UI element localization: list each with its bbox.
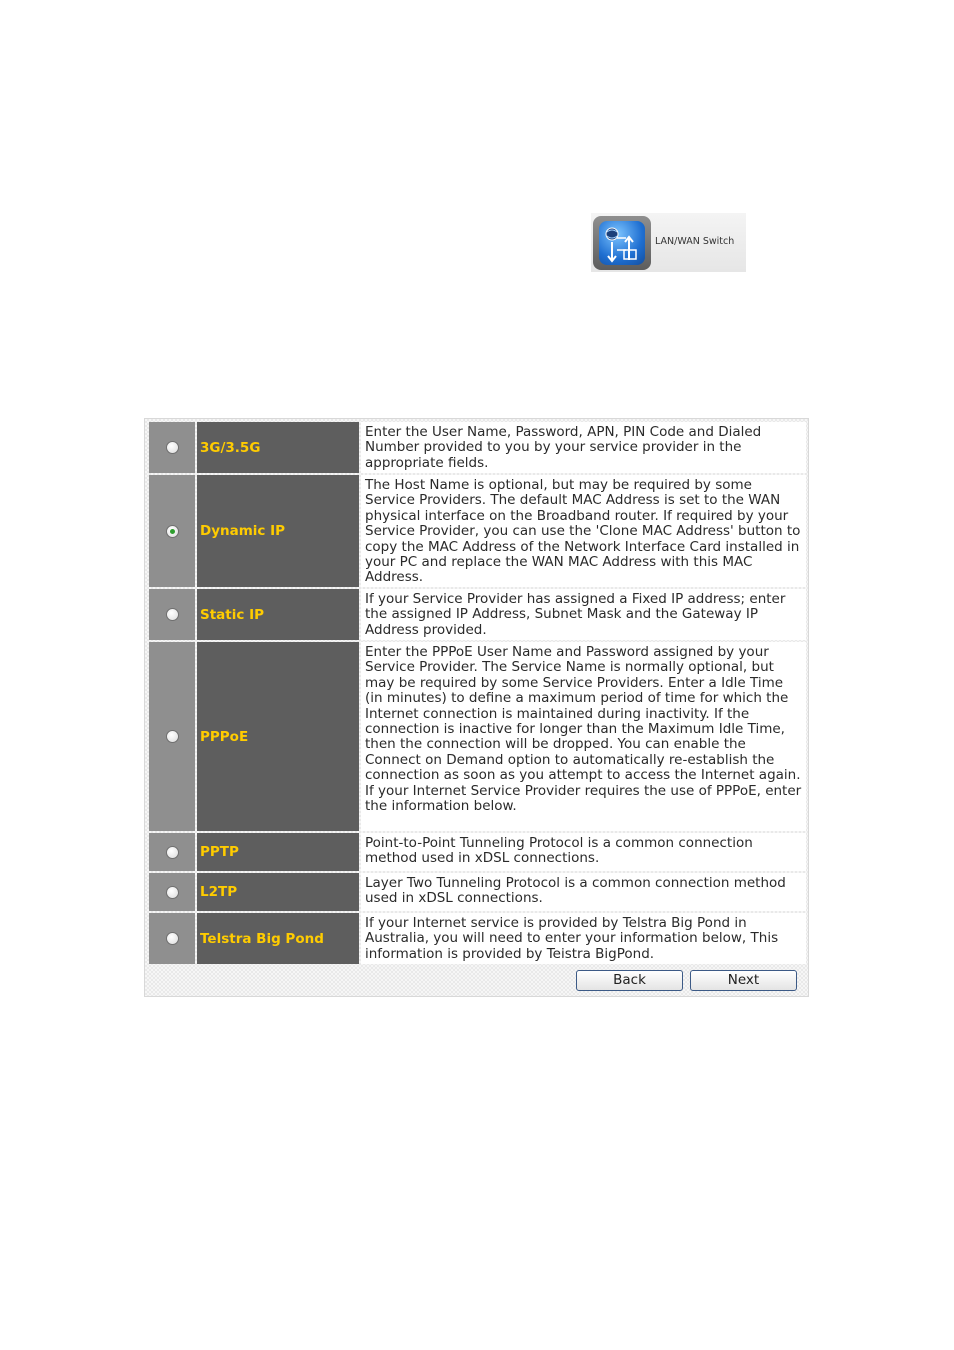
option-label-telstra-big-pond: Telstra Big Pond [200, 930, 324, 947]
option-row-telstra-big-pond [149, 913, 806, 964]
radio-3g[interactable] [166, 441, 179, 454]
option-row-static-ip [149, 589, 806, 640]
description-text: Enter the User Name, Password, APN, PIN Code and Dialed Number provided to you by your service provider in the appropriate fields. [365, 424, 762, 471]
radio-static-ip[interactable] [166, 608, 179, 621]
option-row-pptp [149, 833, 806, 871]
description-text: Enter the PPPoE User Name and Password assigned by your Service Provider. The Service Name is normally optional, but may be required by some Service Providers. Enter a Idle Time (in minutes) to define a maximum period of time for which the Internet connection is maintained during inactivity. If the connection is inactive for longer than the Maximum Idle Time, then the connection will be dropped. You can enable the Connect on Demand option to automatically re-establish the connection as soon as you attempt to access the Internet again. [365, 644, 801, 784]
description-text: Layer Two Tunneling Protocol is a common connection method used in xDSL connections. [365, 875, 786, 907]
description-extra-text: If your Internet Service Provider requires the use of PPPoE, enter the information below. [365, 782, 802, 815]
option-row-3g [149, 422, 806, 473]
option-label-cell [197, 589, 359, 640]
option-label-3g: 3G/3.5G [200, 439, 261, 456]
wan-connection-type-panel [144, 418, 809, 997]
option-label-static-ip: Static IP [200, 606, 264, 623]
lan-wan-switch-button[interactable] [591, 213, 746, 272]
option-label-pptp: PPTP [200, 844, 239, 860]
radio-cell [149, 475, 195, 587]
next-button[interactable]: Next [690, 970, 797, 991]
option-description-l2tp [361, 873, 806, 911]
option-label-cell [197, 913, 359, 964]
option-label-dynamic-ip: Dynamic IP [200, 523, 286, 539]
description-text: Point-to-Point Tunneling Protocol is a common connection method used in xDSL connections. [365, 835, 753, 867]
option-description-3g [361, 422, 806, 473]
option-row-dynamic-ip [149, 475, 806, 587]
radio-cell [149, 913, 195, 964]
option-row-pppoe [149, 642, 806, 831]
option-description-telstra-big-pond [361, 913, 806, 964]
radio-cell [149, 833, 195, 871]
radio-cell [149, 589, 195, 640]
radio-pptp[interactable] [166, 846, 179, 859]
radio-cell [149, 642, 195, 831]
radio-l2tp[interactable] [166, 886, 179, 899]
option-description-pptp [361, 833, 806, 871]
lan-wan-switch-icon [593, 216, 651, 270]
radio-cell [149, 422, 195, 473]
lan-wan-switch-label: LAN/WAN Switch [655, 236, 735, 247]
option-label-cell [197, 642, 359, 831]
description-text: If your Internet service is provided by Telstra Big Pond in Australia, you will need to enter your information below, This information is provided by Teistra BigPond. [365, 915, 779, 962]
option-row-l2tp [149, 873, 806, 911]
radio-telstra-big-pond[interactable] [166, 932, 179, 945]
option-description-static-ip [361, 589, 806, 640]
radio-cell [149, 873, 195, 911]
description-text: The Host Name is optional, but may be required by some Service Providers. The default MAC Address is set to the WAN physical interface on the Broadband router. If required by your Service Provider, you can use the 'Clone MAC Address' button to copy the MAC Address of the Network Interface Card installed in your PC and replace the WAN MAC Address with this MAC Address. [365, 477, 801, 586]
option-label-pppoe: PPPoE [200, 728, 249, 745]
back-button[interactable]: Back [576, 970, 683, 991]
option-label-cell [197, 833, 359, 871]
option-label-cell [197, 475, 359, 587]
option-description-dynamic-ip [361, 475, 806, 587]
option-description-pppoe [361, 642, 806, 831]
option-label-l2tp: L2TP [200, 884, 238, 900]
option-label-cell [197, 422, 359, 473]
radio-dynamic-ip[interactable] [166, 525, 179, 538]
radio-pppoe[interactable] [166, 730, 179, 743]
description-text: If your Service Provider has assigned a Fixed IP address; enter the assigned IP Address, Subnet Mask and the Gateway IP Address provided. [365, 591, 786, 638]
option-label-cell [197, 873, 359, 911]
